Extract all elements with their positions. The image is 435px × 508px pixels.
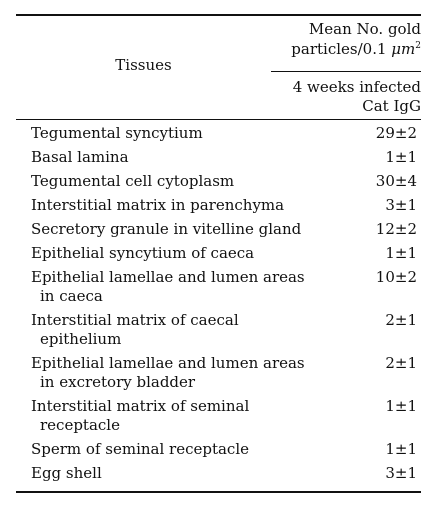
tissue-label [31,124,331,143]
tissue-label [31,354,331,392]
tissue-label-line-2: receptacle [40,416,120,434]
table-row [31,354,421,392]
tissue-label [31,172,331,191]
tissue-label [31,268,331,306]
table-body [31,124,421,483]
value-header-prefix: particles/0.1 [291,40,392,58]
tissue-label [31,196,331,215]
tissue-label-line-1: Interstitial matrix in parenchyma [31,196,285,214]
tissue-label [31,440,331,459]
gold-particle-count: 30±4 [375,172,417,190]
tissue-label-line-1: Sperm of seminal receptacle [31,440,250,458]
table-row [31,244,421,263]
gold-particle-count: 12±2 [375,220,417,238]
tissue-label-line-1: Epithelial lamellae and lumen areas [31,354,305,372]
tissue-label-line-1: Epithelial syncytium of caeca [31,244,255,262]
tissue-label-line-1: Egg shell [31,464,102,482]
table-row [31,172,421,191]
table-row [31,148,421,167]
gold-particle-count: 2±1 [385,311,417,329]
value-column-header [271,19,421,59]
table-row [31,220,421,239]
value-header-line-2 [271,39,421,59]
tissue-label [31,311,331,349]
tissues-column-header: Tissues [115,56,172,74]
table-row [31,440,421,459]
subheader-line-2: Cat IgG [362,97,421,115]
gold-particle-count: 1±1 [385,397,417,415]
table-row [31,268,421,306]
gold-particle-count: 10±2 [375,268,417,286]
gold-particle-count: 3±1 [385,464,417,482]
tissue-label [31,244,331,263]
gold-particle-count: 1±1 [385,440,417,458]
table-row [31,124,421,143]
table-row [31,196,421,215]
value-subheader [271,78,421,116]
tissue-label-line-1: Tegumental cell cytoplasm [31,172,235,190]
gold-particle-count: 1±1 [385,148,417,166]
gold-particle-count: 2±1 [385,354,417,372]
header-bottom-rule [16,119,421,120]
tissue-label-line-1: Secretory granule in vitelline gland [31,220,302,238]
tissue-label-line-2: in excretory bladder [40,373,196,391]
tissue-label-line-1: Interstitial matrix of caecal [31,311,239,329]
value-header-line-1: Mean No. gold [308,20,421,38]
tissue-label-line-1: Basal lamina [31,148,129,166]
gold-particle-count: 1±1 [385,244,417,262]
gold-particle-count: 3±1 [385,196,417,214]
bottom-rule [16,491,421,493]
tissue-label-line-2: in caeca [40,287,103,305]
tissue-label [31,464,331,483]
subheader-line-1: 4 weeks infected [292,78,421,96]
tissue-label-line-1: Interstitial matrix of seminal [31,397,250,415]
table-row [31,311,421,349]
tissue-label-line-1: Epithelial lamellae and lumen areas [31,268,305,286]
value-header-unit: μm [391,40,416,58]
value-header-exponent: 2 [415,41,421,51]
gold-particle-count: 29±2 [375,124,417,142]
tissue-label-line-1: Tegumental syncytium [31,124,203,142]
top-rule [16,14,421,16]
tissue-label-line-2: epithelium [40,330,122,348]
tissue-label [31,220,331,239]
table-row [31,397,421,435]
tissue-label [31,148,331,167]
tissue-label [31,397,331,435]
table-row [31,464,421,483]
subheader-rule [271,71,421,72]
